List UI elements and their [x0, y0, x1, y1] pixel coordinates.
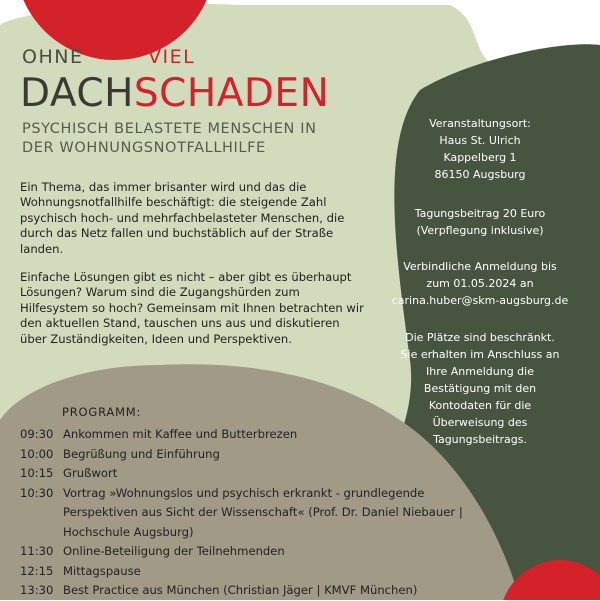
program-row — [20, 464, 510, 484]
program-event-line: Hochschule Augsburg) — [63, 524, 194, 539]
program-row — [20, 425, 510, 445]
intro-paragraph-2: Einfache Lösungen gibt es nicht – aber gibt es überhaupt Lösungen? Warum sind die Zugangshürden zum Hilfesystem so hoch? Gemeinsam mit Ihnen betrachten wir den aktuellen Stand, tauschen uns aus und diskutieren über Zuständigkeiten, Ideen und Perspektiven. — [20, 270, 364, 346]
program-heading: PROGRAMM: — [62, 405, 142, 419]
program-event-line: Vortrag »Wohnungslos und psychisch erkrankt - grundlegende — [63, 485, 425, 500]
note-line: Kontodaten für die — [428, 399, 532, 412]
title-dach: DACH — [20, 71, 134, 116]
program-time: 09:30 — [20, 427, 54, 441]
program-time: 13:30 — [20, 583, 54, 597]
program-time: 12:15 — [20, 563, 54, 578]
program-time: 10:15 — [20, 466, 54, 480]
reg-line-2: zum 01.05.2024 an — [426, 277, 534, 290]
subtitle-line-1: PSYCHISCH BELASTETE MENSCHEN IN — [22, 121, 317, 137]
program-row — [20, 484, 510, 543]
fee-info — [370, 205, 590, 239]
note-line: Ihre Anmeldung die — [425, 365, 534, 378]
subtitle — [22, 120, 317, 158]
program-list — [20, 425, 510, 601]
fee: Tagungsbeitrag 20 Euro — [414, 207, 546, 220]
program-row — [20, 445, 510, 465]
venue-info — [370, 115, 590, 183]
title-schaden: SCHADEN — [133, 71, 330, 116]
program-event: Grußwort — [63, 466, 118, 480]
program-event: Online-Beteiligung der Teilnehmenden — [63, 544, 285, 558]
venue-label: Veranstaltungsort: — [429, 117, 531, 130]
note-line: Tagungsbeitrags. — [433, 433, 527, 446]
note-line: Überweisung des — [432, 416, 528, 429]
venue-city: 86150 Augsburg — [434, 168, 526, 181]
fee-note: (Verpflegung inklusive) — [416, 224, 544, 237]
venue-street: Kappelberg 1 — [443, 151, 517, 164]
program-event-line: Perspektiven aus Sicht der Wissenschaft« (Prof. Dr. Daniel Niebauer | — [63, 505, 463, 519]
note-line: Die Plätze sind beschränkt. — [405, 331, 555, 344]
program-event: Best Practice aus München (Christian Jäger | KMVF München) — [63, 583, 418, 597]
program-event — [63, 484, 510, 543]
note-line: Bestätigung mit den — [423, 382, 537, 395]
program-event: Begrüßung und Einführung — [63, 446, 220, 461]
program-event: Ankommen mit Kaffee und Butterbrezen — [63, 427, 298, 441]
subtitle-line-2: DER WOHNUNGSNOTFALLHILFE — [22, 140, 266, 156]
venue-name: Haus St. Ulrich — [439, 134, 521, 147]
registration-info — [370, 258, 590, 309]
program-row — [20, 542, 510, 562]
program-row — [20, 562, 510, 582]
title-ohne: OHNE — [22, 46, 84, 68]
main-title — [20, 72, 329, 116]
program-time: 11:30 — [20, 544, 54, 558]
reg-line-1: Verbindliche Anmeldung bis — [403, 260, 557, 273]
program-row — [20, 581, 510, 601]
intro-paragraph-1: Ein Thema, das immer brisanter wird und das die Wohnungsnotfallhilfe beschäftigt: die steigende Zahl psychisch hoch- und mehrfachbelasteter Menschen, die durch das Netz fallen und buchstäblich auf der Straße landen. — [20, 180, 345, 256]
reg-email-link[interactable]: carina.huber@skm-augsburg.de — [391, 294, 569, 307]
note-line: Sie erhalten im Anschluss an — [400, 348, 560, 361]
title-viel: VIEL — [148, 46, 196, 68]
program-time: 10:30 — [20, 485, 54, 500]
program-time: 10:00 — [20, 446, 54, 461]
program-event: Mittagspause — [63, 563, 141, 578]
